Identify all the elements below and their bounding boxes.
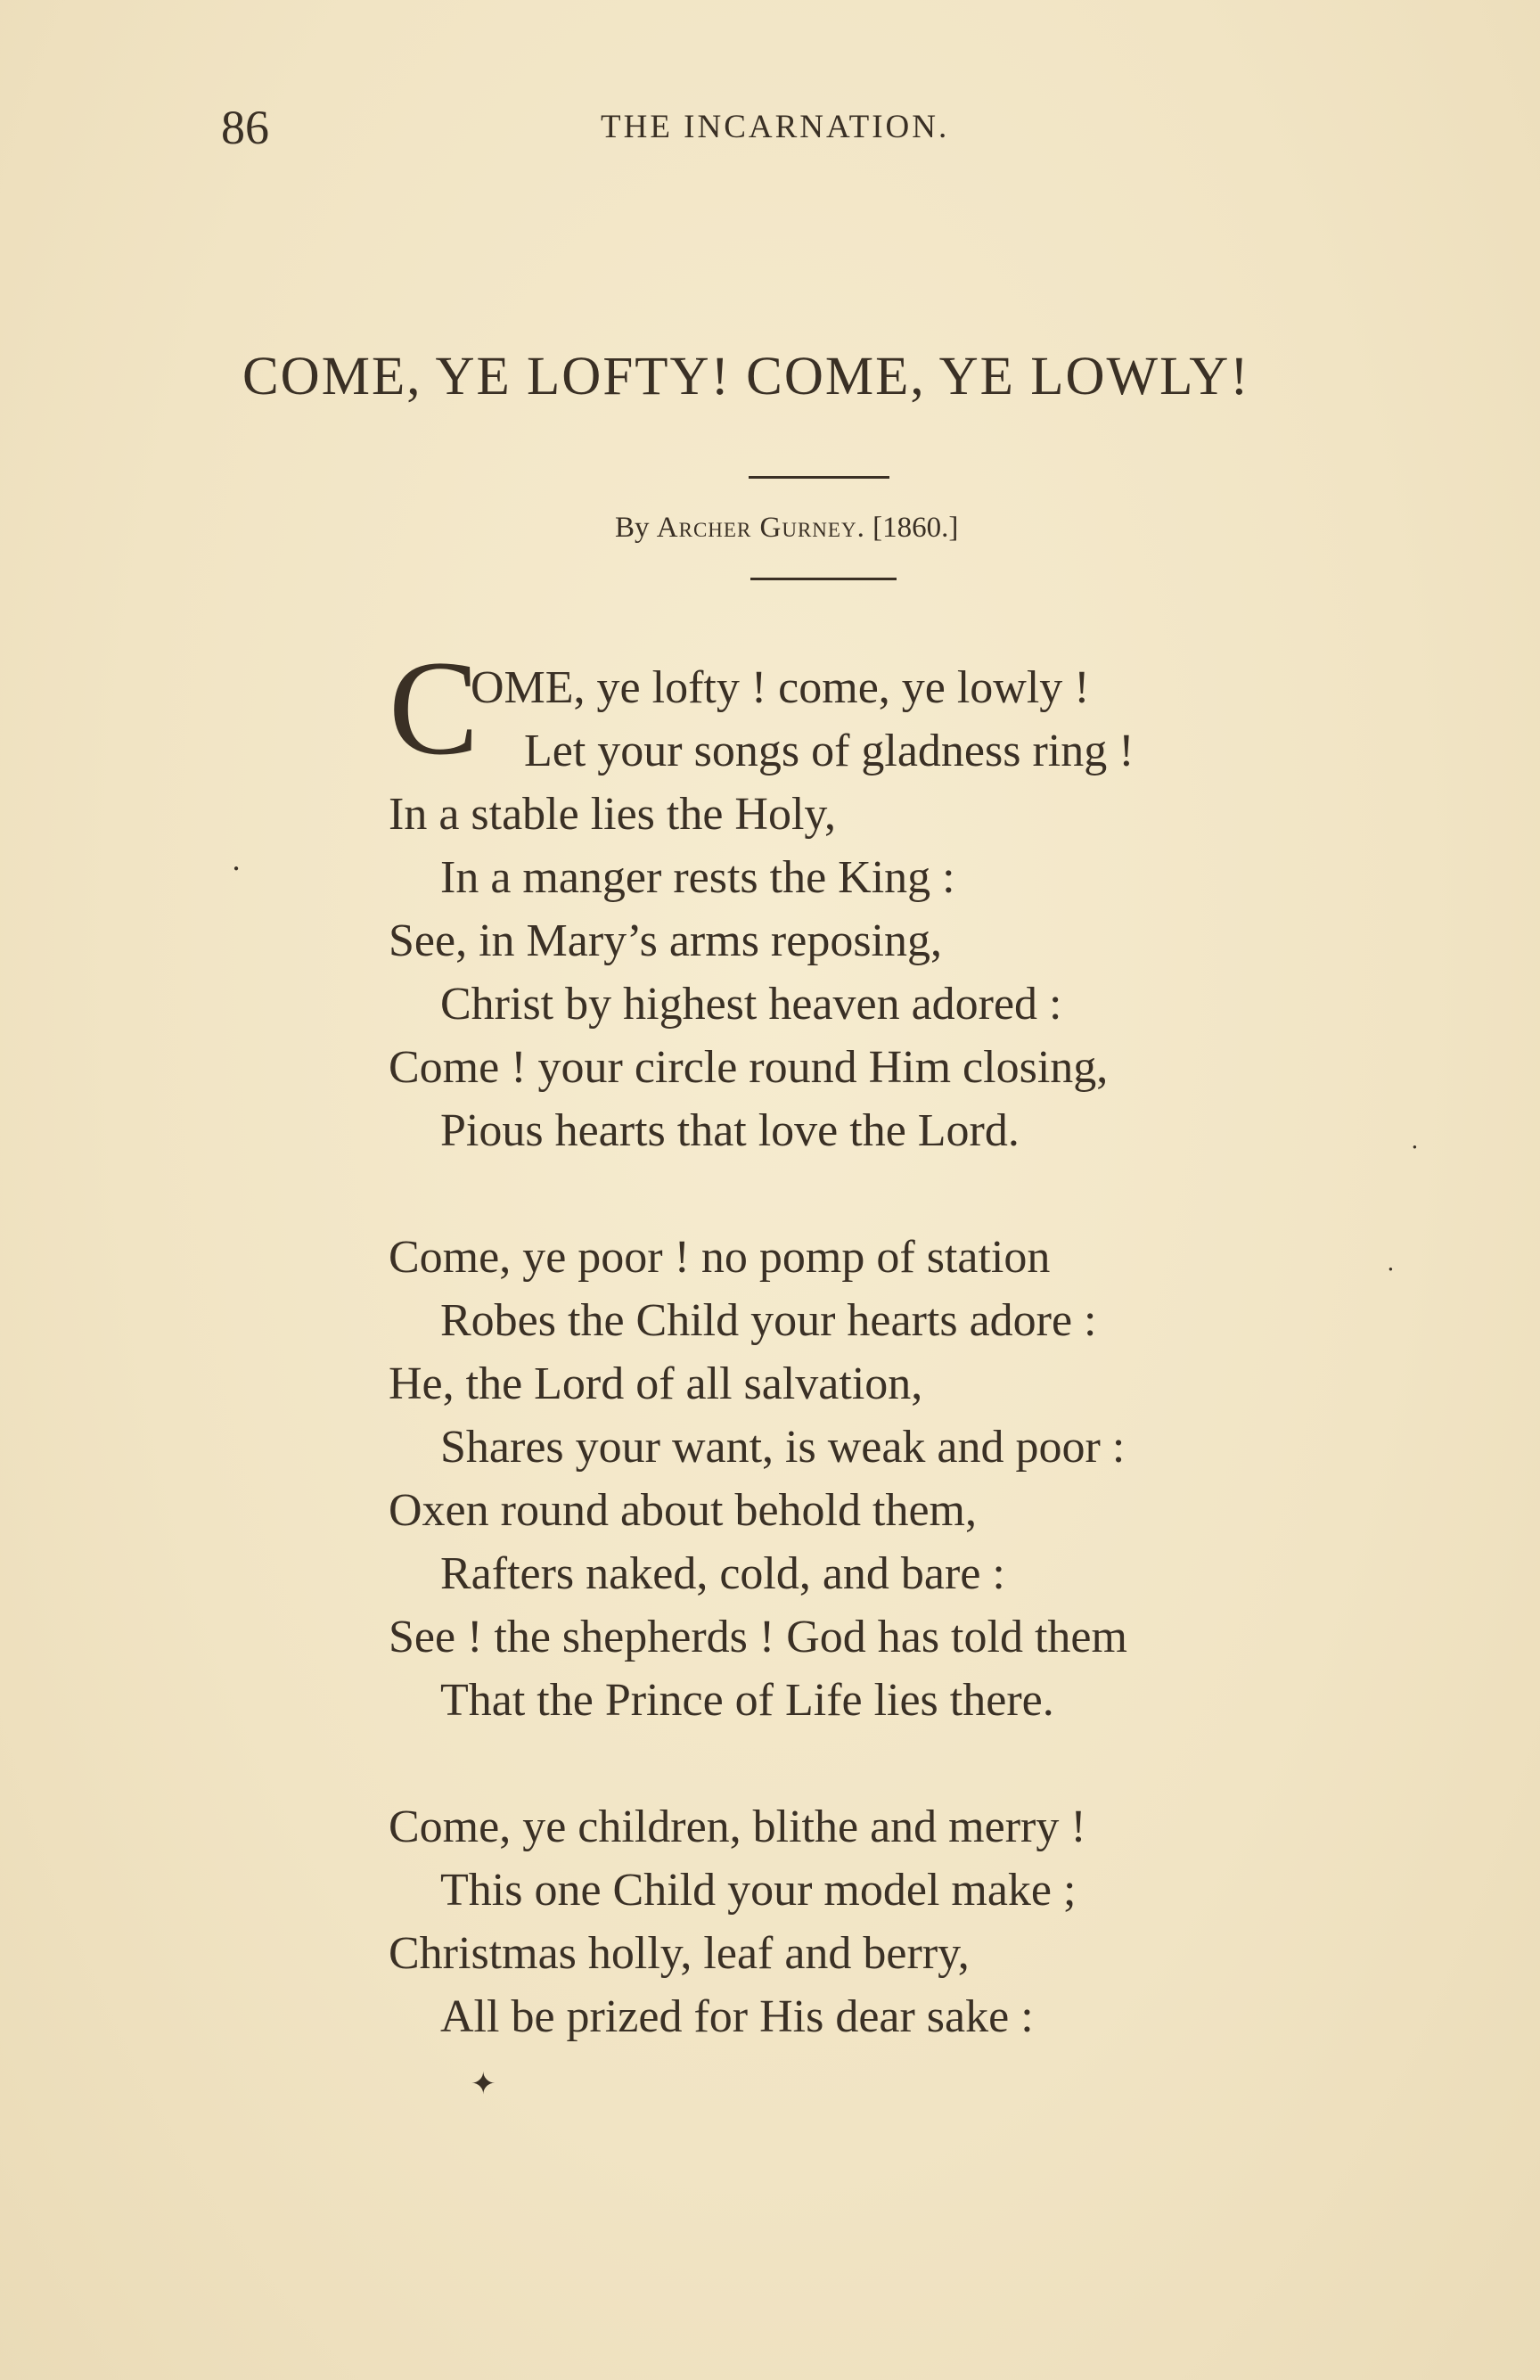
poem-body: [389, 633, 1369, 2048]
stanza: [389, 1226, 1369, 1732]
publication-year: [1860.]: [872, 512, 959, 544]
title-rule-bottom: [750, 578, 897, 580]
ink-speck: ●: [1413, 1143, 1417, 1151]
poem-line: Come, ye poor ! no pomp of station: [389, 1232, 1051, 1283]
poem-line: Come, ye children, blithe and merry !: [389, 1801, 1086, 1852]
poem-line: Shares your want, is weak and poor :: [440, 1422, 1126, 1473]
poem-line: In a manger rests the King :: [440, 852, 955, 903]
poem-line: That the Prince of Life lies there.: [440, 1675, 1054, 1726]
poem-line: Pious hearts that love the Lord.: [440, 1105, 1020, 1156]
poem-title: COME, YE LOFTY! COME, YE LOWLY!: [242, 347, 1250, 406]
poem-line: Oxen round about behold them,: [389, 1485, 977, 1536]
poem-line: This one Child your model make ;: [440, 1865, 1077, 1916]
byline-prefix: By: [615, 512, 650, 544]
poem-line: See, in Mary’s arms reposing,: [389, 915, 943, 966]
poem-line: Christmas holly, leaf and berry,: [389, 1928, 970, 1979]
drop-cap: C: [389, 633, 479, 783]
byline: [615, 513, 958, 543]
running-head: THE INCARNATION.: [601, 109, 950, 145]
poem-line: Let your songs of gladness ring !: [524, 726, 1135, 776]
poem-line: Come ! your circle round Him closing,: [389, 1042, 1109, 1093]
opening-lines: [389, 633, 1369, 783]
poem-line: In a stable lies the Holy,: [389, 789, 837, 840]
stanza-gap: [389, 1162, 1369, 1226]
stanza: [389, 1795, 1369, 2048]
ink-speck: ✦: [471, 2068, 496, 2101]
poem-line: See ! the shepherds ! God has told them: [389, 1612, 1127, 1662]
ink-speck: ●: [233, 864, 240, 874]
page-number: 86: [221, 101, 269, 154]
stanza-gap: [389, 1732, 1369, 1795]
poem-line: Robes the Child your hearts adore :: [440, 1295, 1097, 1346]
ink-speck: ●: [1388, 1265, 1393, 1273]
stanza: [389, 633, 1369, 1162]
poem-line: OME, ye lofty ! come, ye lowly !: [471, 662, 1090, 713]
poem-line: Christ by highest heaven adored :: [440, 979, 1062, 1030]
author-name: Archer Gurney.: [656, 512, 865, 544]
title-rule-top: [749, 476, 889, 479]
poem-line: All be prized for His dear sake :: [440, 1991, 1034, 2042]
poem-line: Rafters naked, cold, and bare :: [440, 1548, 1005, 1599]
poem-line: He, the Lord of all salvation,: [389, 1358, 923, 1409]
